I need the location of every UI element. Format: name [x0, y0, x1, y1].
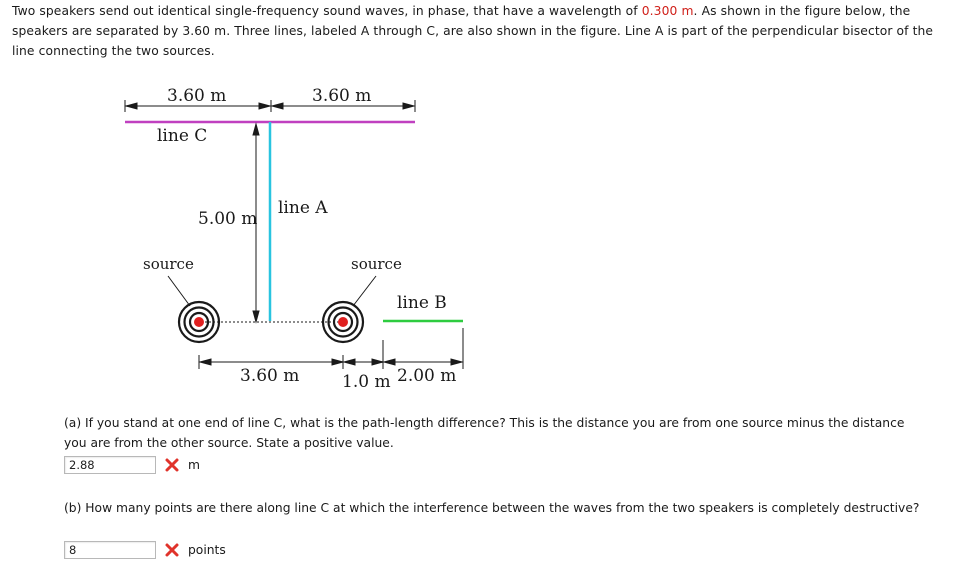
speaker-figure: [0, 70, 953, 400]
question-b: (b) How many points are there along line C at which the interference between the waves from the two speakers is completely destructive?: [64, 501, 920, 515]
dim-bottom: 3.60 m: [240, 366, 300, 386]
problem-intro: [12, 1, 944, 61]
dim-right: 2.00 m: [397, 366, 457, 386]
answer-row-a: [64, 455, 200, 475]
right-speaker: [323, 302, 363, 342]
answer-a-input[interactable]: [64, 456, 156, 474]
intro-text-1: Two speakers send out identical single-frequency sound waves, in phase, that have a wavelength of: [12, 4, 638, 18]
question-a: (a) If you stand at one end of line C, what is the path-length difference? This is the distance you are from one source minus the distance you are from the other source. State a positive value.: [64, 416, 905, 450]
line-c-label: line C: [157, 126, 208, 146]
left-speaker: [179, 302, 219, 342]
dim-small: 1.0 m: [342, 372, 391, 392]
dim-vertical: 5.00 m: [198, 209, 258, 229]
line-a-label: line A: [278, 198, 328, 218]
dim-top-right: 3.60 m: [312, 86, 372, 106]
incorrect-x-icon: [164, 457, 180, 473]
dim-top-left: 3.60 m: [167, 86, 227, 106]
answer-a-unit: m: [188, 458, 200, 472]
answer-b-input[interactable]: [64, 541, 156, 559]
line-b-label: line B: [397, 293, 447, 313]
wavelength-value: 0.300 m: [641, 4, 694, 18]
intro-text-2: . As shown in the figure below, the speakers are separated by 3.60 m. Three lines, labeled A through C, are also shown in the figure. Line A is part of the perpendicular bisector of the line connecting the two sources.: [12, 4, 934, 58]
answer-row-b: [64, 540, 226, 560]
answer-b-unit: points: [188, 543, 226, 557]
source-right-label: source: [351, 255, 402, 273]
source-left-pointer: [168, 276, 190, 306]
incorrect-x-icon: [164, 542, 180, 558]
source-right-pointer: [353, 276, 376, 306]
source-left-label: source: [143, 255, 194, 273]
bottom-dimension-arrows: [199, 328, 463, 369]
